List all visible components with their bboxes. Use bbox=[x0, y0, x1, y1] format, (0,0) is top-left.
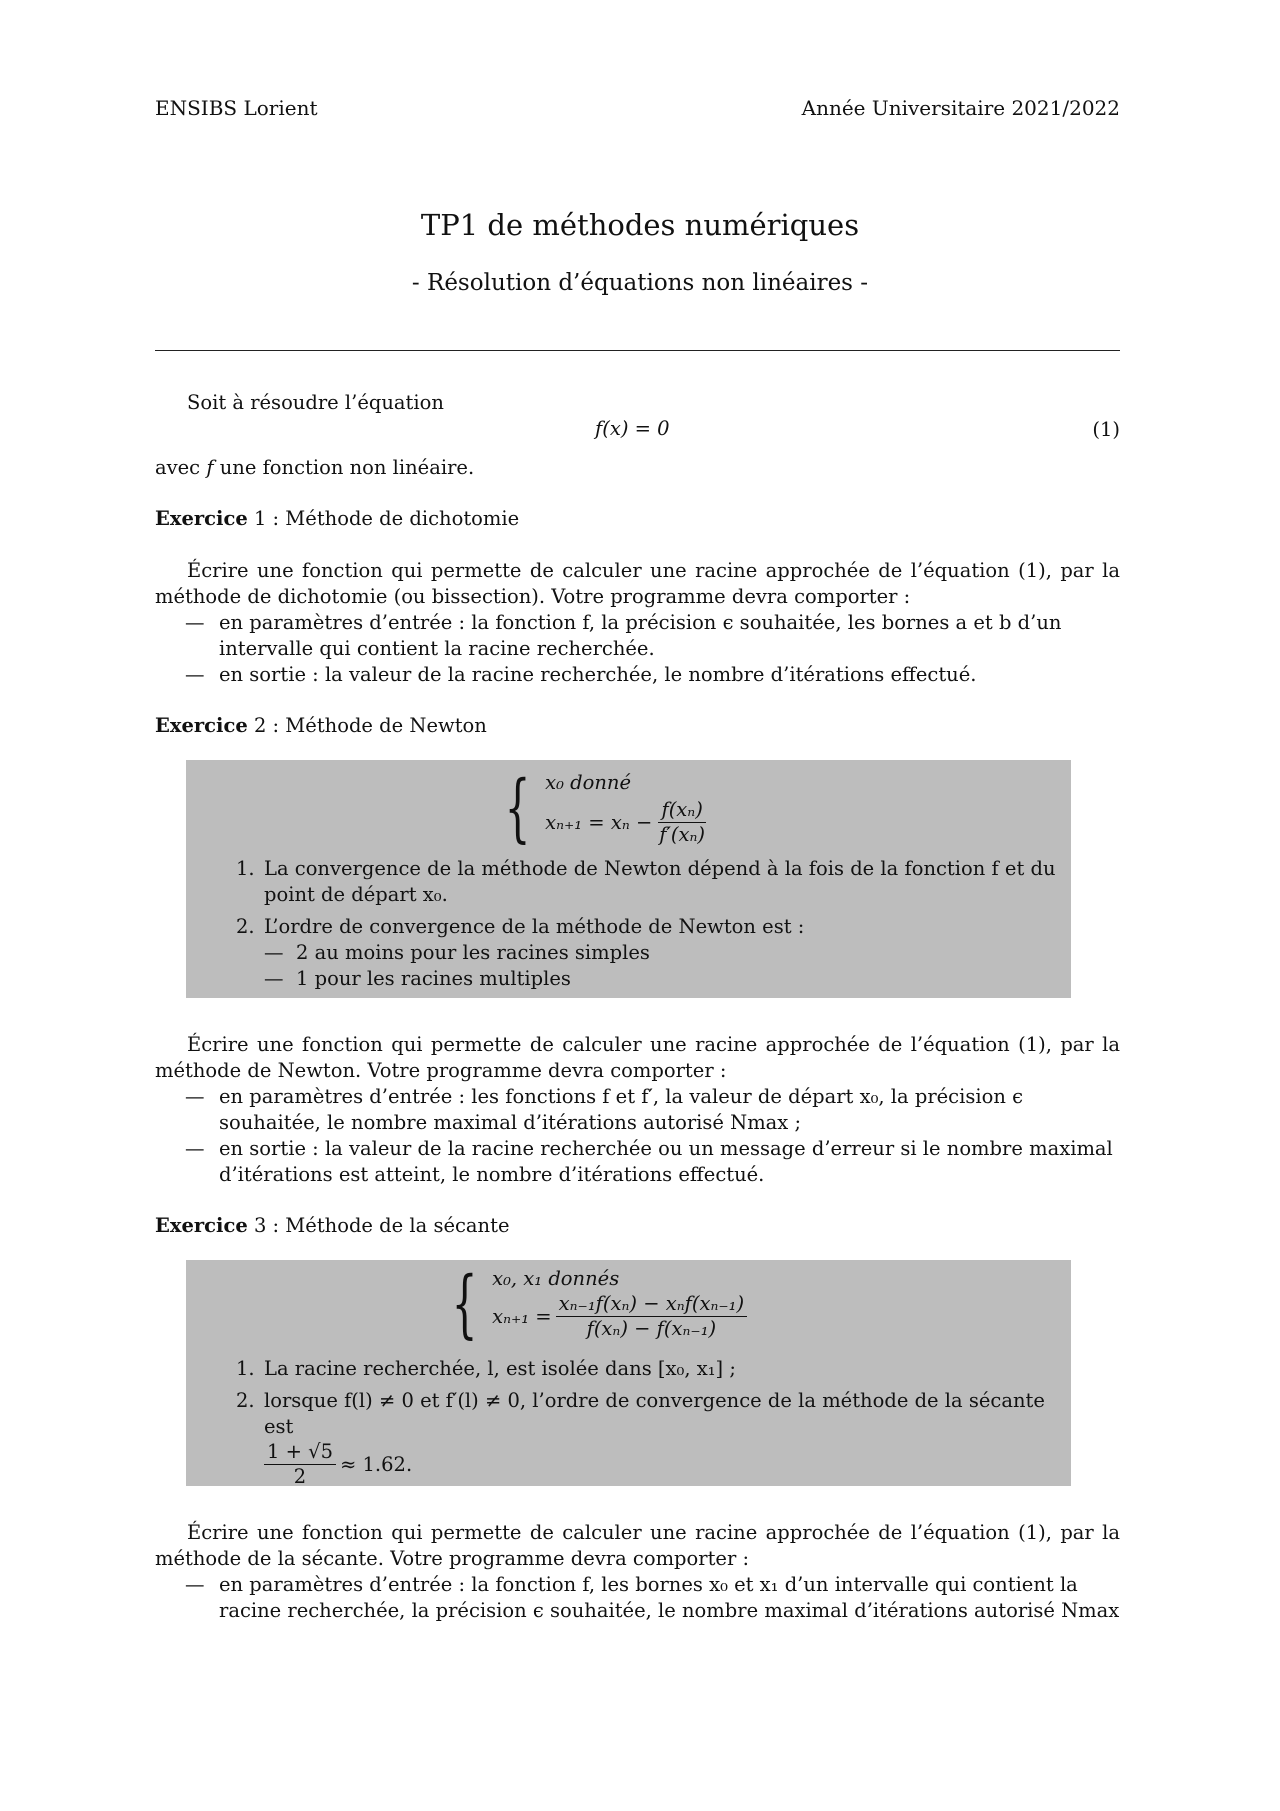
header-institution: ENSIBS Lorient bbox=[155, 96, 318, 120]
list-item bbox=[186, 1388, 1071, 1440]
golden-ratio-numerator: 1 + √5 bbox=[264, 1440, 336, 1465]
newton-fraction-numerator: f(xₙ) bbox=[658, 798, 705, 823]
list-item bbox=[186, 1356, 1071, 1382]
secant-system-lines bbox=[492, 1266, 751, 1341]
exercise-3-list bbox=[155, 1572, 1120, 1624]
golden-ratio-approx: ≈ 1.62. bbox=[339, 1452, 413, 1476]
intro-line-1: Soit à résoudre l’équation bbox=[187, 391, 444, 414]
list-item bbox=[186, 856, 1071, 908]
equation-number: (1) bbox=[1092, 418, 1120, 441]
page-title: TP1 de méthodes numériques bbox=[420, 208, 860, 242]
secant-system-line-2 bbox=[492, 1292, 751, 1341]
exercise-1-title: 1 : Méthode de dichotomie bbox=[253, 507, 520, 530]
newton-order-list bbox=[186, 940, 1071, 992]
list-item: — en paramètres d’entrée : la fonction f, la précision ϵ souhaitée, les bornes a et b d’un intervalle qui contient la racine recherchée. bbox=[155, 610, 1120, 662]
secant-notes-list bbox=[186, 1356, 1071, 1440]
exercise-2-body bbox=[155, 1032, 1120, 1188]
item-text: L’ordre de convergence de la méthode de Newton est : bbox=[264, 915, 805, 938]
exercise-3-heading bbox=[155, 1213, 510, 1239]
golden-ratio-fraction bbox=[264, 1440, 336, 1489]
list-item: — en paramètres d’entrée : les fonctions f et f′, la valeur de départ x₀, la précision ϵ souhaitée, le nombre maximal d’itérations autorisé Nmax ; bbox=[155, 1084, 1120, 1136]
secant-info-box bbox=[186, 1260, 1071, 1486]
secant-fraction-denominator: f(xₙ) − f(xₙ₋₁) bbox=[586, 1317, 717, 1340]
intro-line-2-pre: avec bbox=[155, 456, 201, 479]
newton-recurrence-lhs: xₙ₊₁ = xₙ − bbox=[545, 811, 653, 834]
item-number: 1. bbox=[236, 1357, 255, 1380]
exercise-2-title: 2 : Méthode de Newton bbox=[253, 714, 487, 737]
header-academic-year: Année Universitaire 2021/2022 bbox=[801, 96, 1120, 120]
left-brace: { bbox=[451, 1260, 478, 1347]
item-text: lorsque f(l) ≠ 0 et f′(l) ≠ 0, l’ordre de convergence de la méthode de la sécante est bbox=[264, 1389, 1045, 1438]
newton-fraction bbox=[656, 798, 708, 847]
item-text: La convergence de la méthode de Newton dépend à la fois de la fonction f et du point de départ x₀. bbox=[264, 857, 1056, 906]
secant-notes bbox=[186, 1356, 1071, 1489]
secant-system bbox=[441, 1260, 751, 1347]
intro-line-2-var: f bbox=[206, 456, 214, 479]
golden-ratio-denominator: 2 bbox=[293, 1465, 307, 1488]
newton-system-lines bbox=[545, 768, 712, 847]
secant-fraction bbox=[556, 1292, 747, 1341]
secant-system-line-1: x₀, x₁ donnés bbox=[492, 1267, 620, 1290]
list-item bbox=[186, 914, 1071, 940]
list-item: — en sortie : la valeur de la racine recherchée, le nombre d’itérations effectué. bbox=[155, 662, 1120, 688]
newton-fraction-denominator: f′(xₙ) bbox=[659, 823, 706, 846]
item-number: 1. bbox=[236, 857, 255, 880]
newton-info-box bbox=[186, 760, 1071, 998]
secant-fraction-numerator: xₙ₋₁f(xₙ) − xₙf(xₙ₋₁) bbox=[556, 1292, 747, 1317]
item-number: 2. bbox=[236, 915, 255, 938]
exercise-1-body bbox=[155, 558, 1120, 688]
exercise-2-heading bbox=[155, 713, 487, 739]
intro-line-2-post: une fonction non linéaire. bbox=[219, 456, 475, 479]
newton-system-line-2 bbox=[545, 798, 712, 847]
exercise-2-list bbox=[155, 1084, 1120, 1188]
left-brace: { bbox=[504, 764, 531, 851]
exercise-1-heading bbox=[155, 506, 519, 532]
main-equation: f(x) = 0 bbox=[595, 417, 670, 440]
exercise-3-paragraph: Écrire une fonction qui permette de calculer une racine approchée de l’équation (1), par la méthode de la sécante. Votre programme devra comporter : bbox=[155, 1521, 1120, 1570]
intro-line-2 bbox=[155, 455, 474, 481]
item-number: 2. bbox=[236, 1389, 255, 1412]
list-item: — 2 au moins pour les racines simples bbox=[186, 940, 1071, 966]
newton-notes-list bbox=[186, 856, 1071, 940]
list-item: — en sortie : la valeur de la racine recherchée ou un message d’erreur si le nombre maximal d’itérations est atteint, le nombre d’itérations effectué. bbox=[155, 1136, 1120, 1188]
newton-notes bbox=[186, 856, 1071, 992]
list-item: — en paramètres d’entrée : la fonction f, les bornes x₀ et x₁ d’un intervalle qui contient la racine recherchée, la précision ϵ souhaitée, le nombre maximal d’itérations autorisé Nmax bbox=[155, 1572, 1120, 1624]
title-divider bbox=[155, 350, 1120, 351]
exercise-3-label: Exercice bbox=[155, 1214, 248, 1237]
exercise-1-label: Exercice bbox=[155, 507, 248, 530]
newton-system-line-1: x₀ donné bbox=[545, 771, 631, 794]
secant-recurrence-lhs: xₙ₊₁ = bbox=[492, 1305, 552, 1328]
exercise-1-list bbox=[155, 610, 1120, 688]
exercise-3-title: 3 : Méthode de la sécante bbox=[253, 1214, 510, 1237]
exercise-3-body bbox=[155, 1520, 1120, 1624]
item-text: La racine recherchée, l, est isolée dans [x₀, x₁] ; bbox=[264, 1357, 736, 1380]
list-item: — 1 pour les racines multiples bbox=[186, 966, 1071, 992]
exercise-1-paragraph: Écrire une fonction qui permette de calculer une racine approchée de l’équation (1), par la méthode de dichotomie (ou bissection). Votre programme devra comporter : bbox=[155, 559, 1120, 608]
page-subtitle: - Résolution d’équations non linéaires - bbox=[411, 270, 869, 296]
newton-system bbox=[494, 764, 712, 851]
exercise-2-label: Exercice bbox=[155, 714, 248, 737]
exercise-2-paragraph: Écrire une fonction qui permette de calculer une racine approchée de l’équation (1), par la méthode de Newton. Votre programme devra comporter : bbox=[155, 1033, 1120, 1082]
golden-ratio-expression bbox=[186, 1440, 1071, 1489]
